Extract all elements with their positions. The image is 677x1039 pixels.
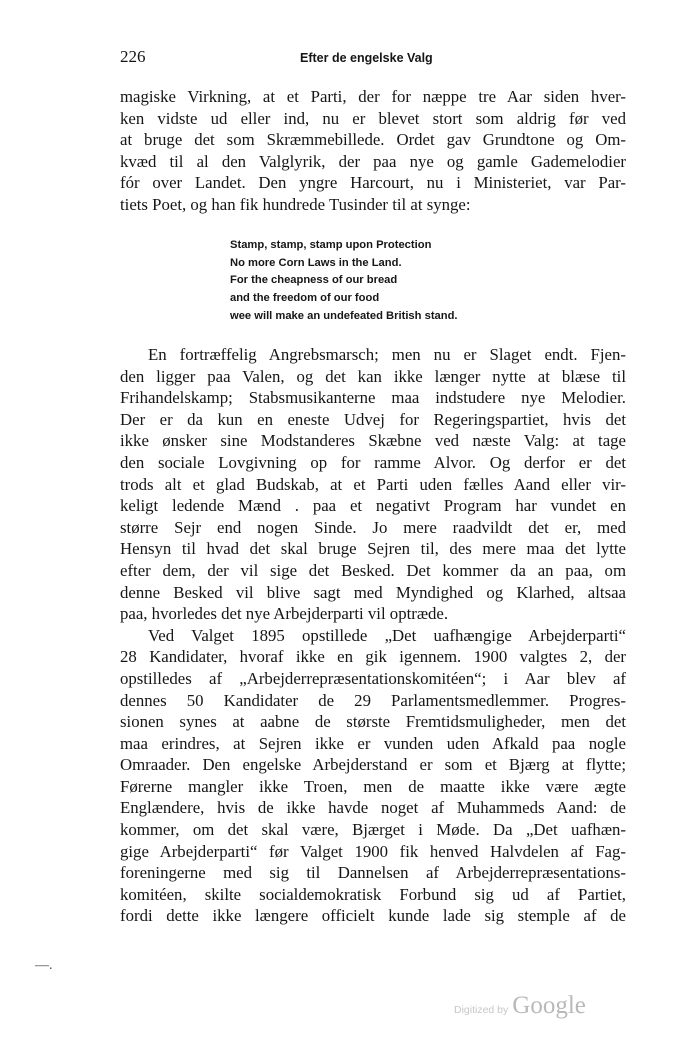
text-line: at bruge det som Skræmmebillede. Ordet gav Grundtone og Om- [120,130,626,150]
text-line: opstilledes af „Arbejderrepræsentationskomitéen“; i Aar blev af [120,668,626,688]
text-line: trods alt et glad Budskab, at et Parti uden fælles Aand eller vir- [120,474,626,494]
verse-line: wee will make an undefeated British stand. [230,309,458,322]
verse-line: and the freedom of our food [230,292,380,305]
verse-line: Stamp, stamp, stamp upon Protection [230,239,432,251]
text-line: ikke ønsker sine Modstanderes Skæbne ved næste Valg: at tage [120,431,626,451]
running-title: Efter de engelske Valg [300,51,433,65]
text-line: den ligger paa Valen, og det kan ikke længer nytte at blæse til [120,366,626,386]
text-line: den sociale Lovgivning op for ramme Alvor. Og derfor er det [120,452,626,472]
digitized-watermark [454,992,586,1020]
verse-line: For the cheapness of our bread [230,274,398,287]
text-line: En fortræffelig Angrebsmarsch; men nu er Slaget endt. Fjen- [148,345,626,364]
watermark-brand: Google [512,992,586,1019]
text-line: gige Arbejderparti“ før Valget 1900 fik henved Halvdelen af Fag- [120,841,626,861]
text-line: tiets Poet, og han fik hundrede Tusinder til at synge: [120,194,471,214]
verse-line: No more Corn Laws in the Land. [230,256,402,269]
text-line: dennes 50 Kandidater de 29 Parlamentsmedlemmer. Progres- [120,690,626,710]
text-line: komitéen, skilte socialdemokratisk Forbund sig ud af Partiet, [120,884,626,904]
text-line: paa, hvorledes det nye Arbejderparti vil optræde. [120,604,449,624]
text-line: Omraader. Den engelske Arbejderstand er som et Bjærg at flytte; [120,755,626,775]
text-line: fordi dette ikke længere officielt kunde lade sig stemple af de [120,906,626,926]
text-line: kommer, om det skal være, Bjærget i Møde. Da „Det uafhæn- [120,820,626,840]
text-line: keligt ledende Mænd . paa et negativt Program har vundet en [120,496,626,516]
text-line: Der er da kun en eneste Udvej for Regeringspartiet, hvis det [120,409,626,429]
text-line: Englændere, hvis de ikke havde noget af Muhammeds Aand: de [120,798,626,818]
text-line: foreningerne med sig til Dannelsen af Arbejderrepræsentations- [120,863,626,883]
verse-quote [230,237,530,326]
text-line: denne Besked vil blive sagt med Myndighed og Klarhed, altsaa [120,582,626,602]
text-line: Ved Valget 1895 opstillede „Det uafhængige Arbejderparti“ [148,625,626,645]
text-line: Hensyn til hvad det skal bruge Sejren til, des mere maa det lytte [120,539,626,559]
text-line: sionen synes at aabne de største Fremtidsmuligheder, men det [120,712,626,732]
text-line: kvæd til al den Valglyrik, der paa nye og gamle Gademelodier [120,151,626,171]
text-line: Frihandelskamp; Stabsmusikanterne maa indstudere nye Melodier. [120,388,626,408]
margin-mark: —. [35,958,53,973]
text-line: 28 Kandidater, hvoraf ikke en gik igennem. 1900 valgtes 2, der [120,647,626,667]
paragraph-1 [120,86,626,216]
text-line: maa erindres, at Sejren ikke er vunden uden Afkald paa nogle [120,733,626,753]
watermark-prefix: Digitized by [454,1004,509,1016]
text-line: magiske Virkning, at et Parti, der for næppe tre Aar siden hver- [120,87,626,106]
text-line: ken vidste ud eller ind, nu er blevet stort som aldrig før ved [120,108,626,128]
text-line: større Sejr end nogen Sinde. Jo mere raadvildt det er, med [120,517,626,537]
page-number: 226 [120,47,146,66]
text-line: efter dem, der vil sige det Besked. Det kommer da an paa, om [120,560,626,580]
text-line: fór over Landet. Den yngre Harcourt, nu i Ministeriet, var Par- [120,173,626,193]
paragraphs-2-3 [120,344,626,927]
text-line: Førerne mangler ikke Troen, men de maatte ikke være ægte [120,776,626,796]
